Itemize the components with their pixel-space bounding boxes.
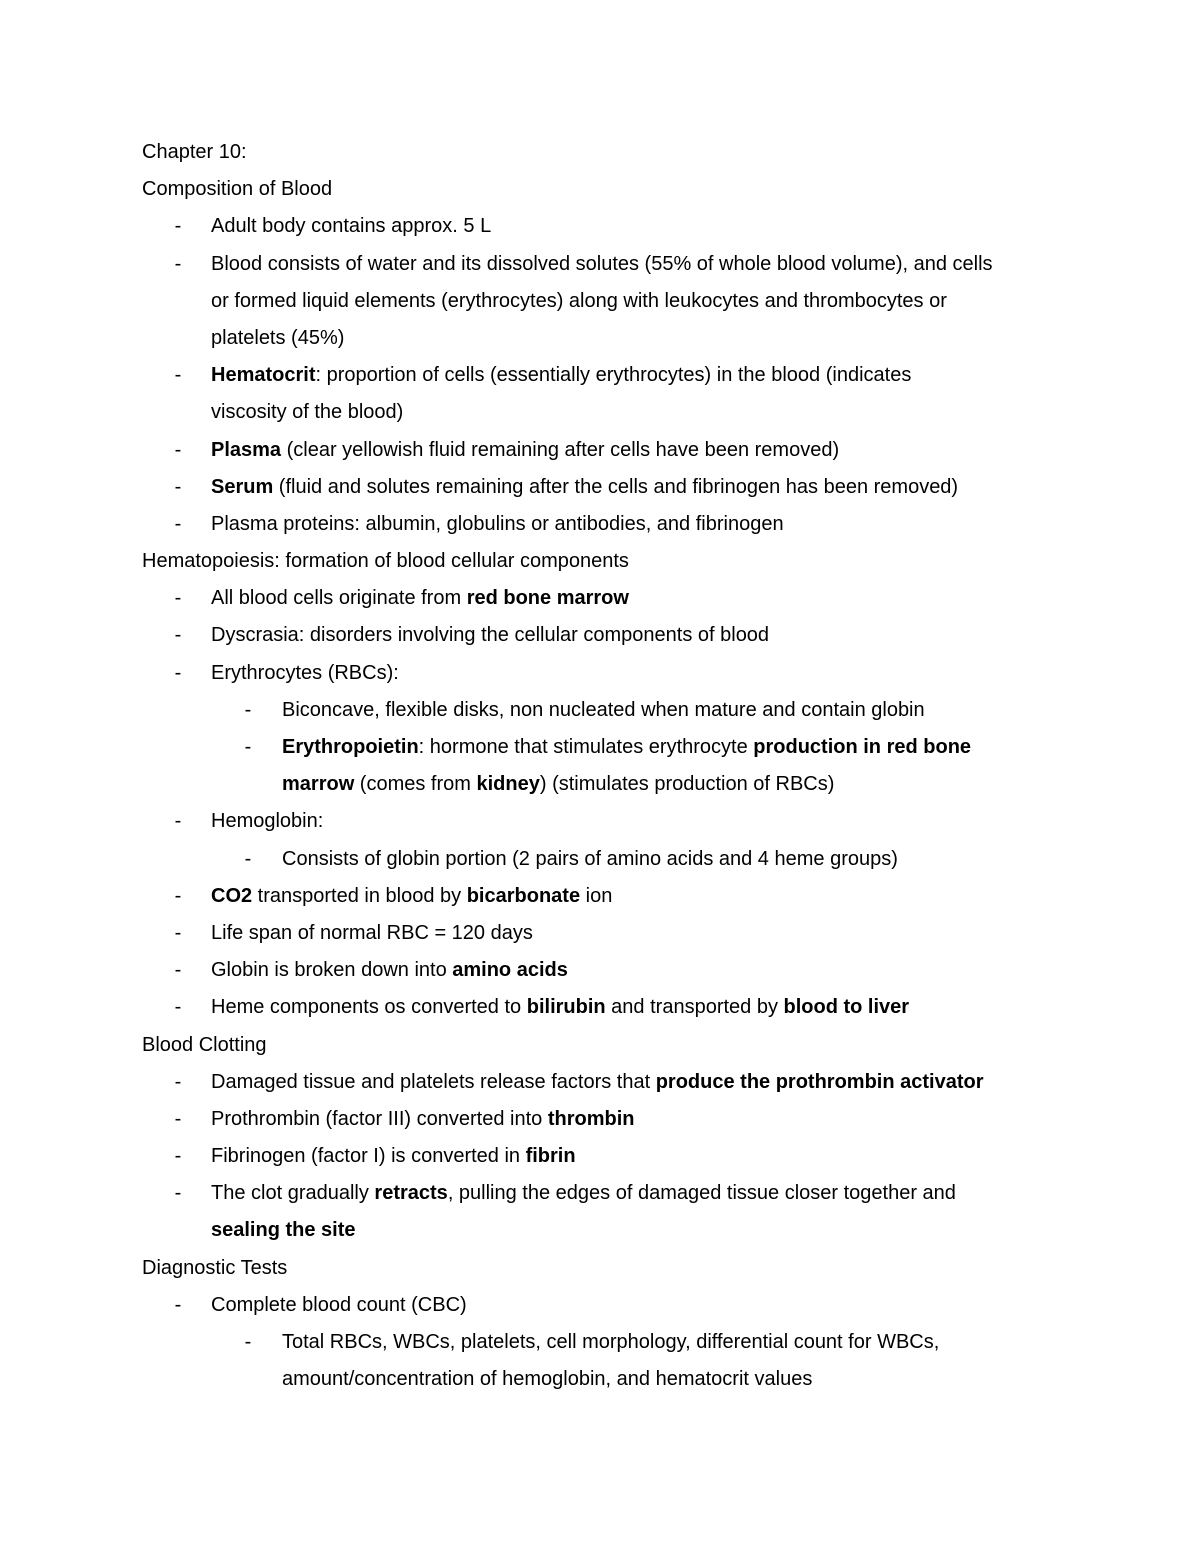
- bullet-text: [211, 655, 399, 692]
- text-run: Biconcave, flexible disks, non nucleated when mature and contain globin: [282, 698, 925, 721]
- text-run: and transported by: [605, 996, 784, 1019]
- text-run: All blood cells originate from: [211, 587, 467, 610]
- bullet-text: [211, 617, 769, 654]
- bold-term: fibrin: [525, 1145, 576, 1168]
- bullet-dash: -: [174, 587, 182, 610]
- bullet-dash: -: [174, 1182, 182, 1205]
- bullet-item: [0, 469, 1200, 506]
- text-run: ion: [580, 884, 613, 907]
- text-run: Globin is broken down into: [211, 959, 453, 982]
- section-heading: Blood Clotting: [142, 1033, 267, 1056]
- bullet-item-continuation: [0, 394, 1200, 431]
- bullet-text: [282, 841, 898, 878]
- bullet-item: [0, 952, 1200, 989]
- bullet-text: [211, 1064, 984, 1101]
- bullet-dash: -: [174, 810, 182, 833]
- bullet-dash: -: [174, 661, 182, 684]
- bullet-text: [211, 952, 568, 989]
- text-run: Plasma proteins: albumin, globulins or antibodies, and fibrinogen: [211, 512, 784, 535]
- bold-term: bicarbonate: [466, 884, 581, 907]
- bullet-dash: -: [174, 921, 182, 944]
- bullet-item: [0, 1101, 1200, 1138]
- bullet-dash: -: [174, 959, 182, 982]
- bullet-text: [282, 692, 925, 729]
- bullet-item: [0, 246, 1200, 283]
- bullet-item: [0, 989, 1200, 1026]
- text-run: viscosity of the blood): [211, 401, 404, 424]
- section-heading: Composition of Blood: [142, 178, 333, 201]
- text-run: : hormone that stimulates erythrocyte: [418, 736, 754, 758]
- bullet-dash: -: [244, 736, 252, 758]
- bullet-item: [0, 878, 1200, 915]
- bullet-item: [0, 915, 1200, 952]
- bullet-item: [0, 357, 1200, 394]
- bullet-dash: -: [174, 1070, 182, 1093]
- text-run: Life span of normal RBC = 120 days: [211, 921, 533, 944]
- text-run: Adult body contains approx. 5 L: [211, 215, 492, 238]
- bullet-item: [0, 841, 1200, 878]
- bold-term: Erythropoietin: [282, 736, 419, 758]
- bullet-text: [211, 915, 533, 952]
- bold-term: produce the prothrombin activator: [655, 1070, 984, 1093]
- bullet-dash: -: [174, 252, 182, 275]
- bullet-item: [0, 432, 1200, 469]
- text-run: Hemoglobin:: [211, 810, 324, 833]
- text-run: Damaged tissue and platelets release factors that: [211, 1070, 656, 1093]
- bullet-text: [211, 878, 612, 915]
- bullet-text: [282, 766, 834, 803]
- bold-term: Plasma: [211, 438, 282, 461]
- bullet-text: [211, 803, 323, 840]
- bullet-text: [211, 357, 911, 394]
- bold-term: CO2: [211, 884, 253, 907]
- bullet-item: [0, 506, 1200, 543]
- bullet-text: [211, 246, 993, 283]
- bullet-text: [211, 506, 784, 543]
- bold-term: blood to liver: [783, 996, 910, 1019]
- bold-term: retracts: [374, 1182, 448, 1205]
- bullet-dash: -: [174, 1107, 182, 1130]
- text-run: Consists of globin portion (2 pairs of amino acids and 4 heme groups): [282, 847, 898, 870]
- bullet-dash: -: [174, 364, 182, 387]
- bullet-text: [211, 580, 629, 617]
- bullet-dash: -: [174, 996, 182, 1019]
- bullet-text: [211, 283, 947, 320]
- text-run: Blood consists of water and its dissolved solutes (55% of whole blood volume), and cells: [211, 252, 993, 275]
- bold-term: amino acids: [452, 959, 568, 982]
- bullet-dash: -: [174, 1145, 182, 1168]
- bullet-item-continuation: [0, 320, 1200, 357]
- bullet-item: [0, 580, 1200, 617]
- bold-term: red bone marrow: [466, 587, 629, 610]
- bullet-item: [0, 617, 1200, 654]
- bullet-text: [211, 1287, 467, 1324]
- text-run: (fluid and solutes remaining after the cells and fibrinogen has been removed): [273, 475, 959, 498]
- chapter-title: Chapter 10:: [142, 141, 247, 163]
- bullet-item: [0, 692, 1200, 729]
- bullet-dash: -: [174, 215, 182, 238]
- bullet-dash: -: [244, 847, 252, 870]
- bold-term: production in red bone: [753, 736, 972, 758]
- bold-term: kidney: [476, 773, 540, 796]
- bullet-text: [211, 1175, 956, 1212]
- bullet-text: [282, 729, 971, 766]
- bold-term: marrow: [282, 773, 355, 796]
- bullet-dash: -: [244, 1331, 252, 1353]
- bullet-text: [211, 1138, 576, 1175]
- bullet-item-continuation: [0, 1212, 1200, 1249]
- bullet-text: [282, 1324, 939, 1361]
- section-heading: Diagnostic Tests: [142, 1256, 288, 1279]
- text-run: (clear yellowish fluid remaining after cells have been removed): [281, 438, 840, 461]
- bullet-item: [0, 1175, 1200, 1212]
- bullet-text: [211, 469, 958, 506]
- text-run: ) (stimulates production of RBCs): [539, 773, 835, 796]
- bullet-item: [0, 1138, 1200, 1175]
- bold-term: sealing the site: [211, 1219, 356, 1242]
- text-run: , pulling the edges of damaged tissue closer together and: [447, 1182, 956, 1205]
- bold-term: Serum: [211, 475, 274, 498]
- text-run: Dyscrasia: disorders involving the cellular components of blood: [211, 624, 770, 647]
- bullet-text: [211, 208, 491, 245]
- bullet-text: [282, 1361, 812, 1398]
- bullet-item: [0, 1064, 1200, 1101]
- bold-term: bilirubin: [526, 996, 606, 1019]
- bullet-item: [0, 655, 1200, 692]
- text-run: or formed liquid elements (erythrocytes) along with leukocytes and thrombocytes or: [211, 289, 947, 312]
- text-run: platelets (45%): [211, 326, 345, 349]
- document-body: [0, 134, 1200, 1398]
- text-run: Complete blood count (CBC): [211, 1293, 467, 1316]
- text-run: Fibrinogen (factor I) is converted in: [211, 1145, 526, 1168]
- bullet-dash: -: [174, 884, 182, 907]
- text-run: Heme components os converted to: [211, 996, 527, 1019]
- section-heading: Hematopoiesis: formation of blood cellular components: [142, 550, 629, 573]
- bullet-text: [211, 394, 403, 431]
- bullet-item: [0, 208, 1200, 245]
- bullet-text: [211, 989, 909, 1026]
- bullet-item-continuation: [0, 283, 1200, 320]
- bullet-item-continuation: [0, 1361, 1200, 1398]
- bullet-item: [0, 729, 1200, 766]
- bullet-dash: -: [174, 512, 182, 535]
- bullet-text: [211, 320, 344, 357]
- text-run: The clot gradually: [211, 1182, 375, 1205]
- text-run: : proportion of cells (essentially erythrocytes) in the blood (indicates: [315, 364, 912, 387]
- bullet-text: [211, 1212, 356, 1249]
- bullet-text: [211, 1101, 634, 1138]
- text-run: transported in blood by: [252, 884, 467, 907]
- text-run: Prothrombin (factor III) converted into: [211, 1107, 548, 1130]
- text-run: (comes from: [354, 773, 477, 796]
- bullet-item-continuation: [0, 766, 1200, 803]
- bullet-text: [211, 432, 839, 469]
- text-run: Total RBCs, WBCs, platelets, cell morphology, differential count for WBCs,: [282, 1331, 940, 1353]
- bullet-item: [0, 803, 1200, 840]
- bold-term: Hematocrit: [211, 364, 316, 387]
- bullet-item: [0, 1324, 1200, 1361]
- text-run: Erythrocytes (RBCs):: [211, 661, 399, 684]
- bullet-dash: -: [174, 475, 182, 498]
- bullet-dash: -: [244, 698, 252, 721]
- bullet-item: [0, 1287, 1200, 1324]
- text-run: amount/concentration of hemoglobin, and hematocrit values: [282, 1368, 813, 1391]
- bullet-dash: -: [174, 1293, 182, 1316]
- bold-term: thrombin: [547, 1107, 635, 1130]
- bullet-dash: -: [174, 438, 182, 461]
- bullet-dash: -: [174, 624, 182, 647]
